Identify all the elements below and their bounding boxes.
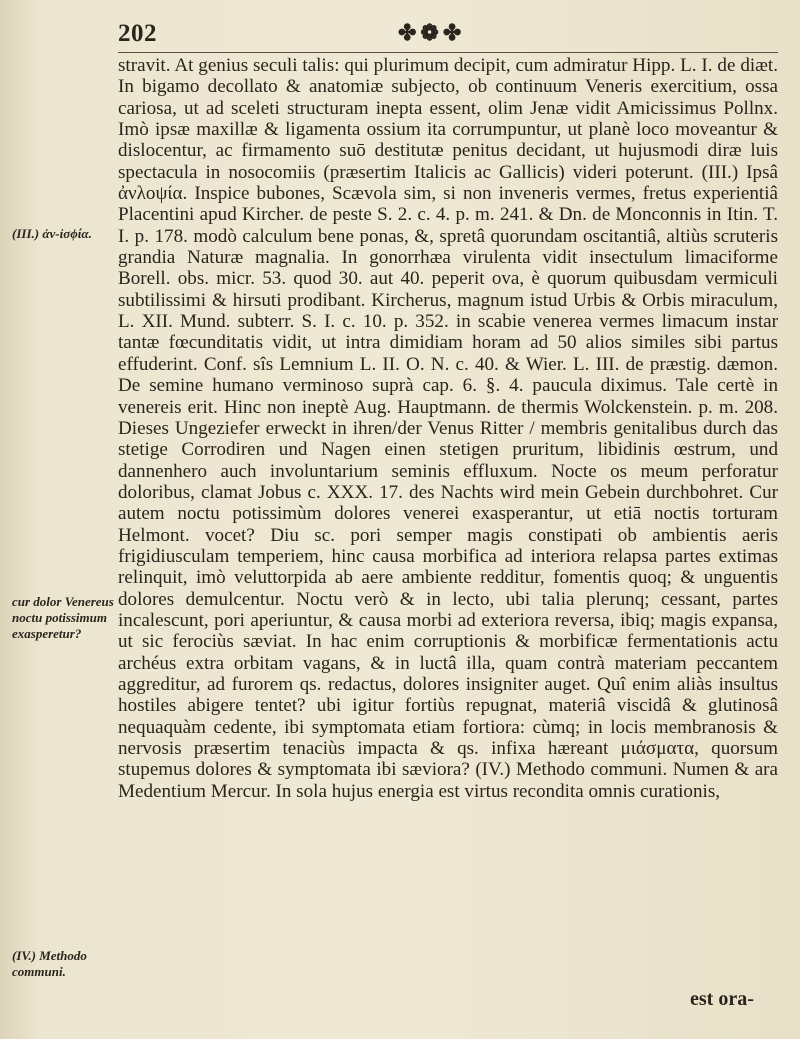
margin-note-2: cur dolor Venereus noctu potissimum exasperetur? (12, 594, 114, 641)
header-ornament: ✤❁✤ (398, 20, 466, 45)
body-paragraph: stravit. At genius seculi talis: qui plurimum decipit, cum admiratur Hipp. L. I. de diæt. In bigamo decollato & anatomiæ subjecto, ob continuum Veneris exercitium, ossa cariosa, ut ad sceleti structuram inepta essent, olim Jenæ vidit Amicissimus Pollnx. Imò ipsæ maxillæ & ligamenta ossium ita corrumpuntur, ut planè loco moveantur & dislocentur, ac firmamento suō destitutæ penitus decidant, ut hujusmodi diræ luis spectacula in nosocomiis (præsertim Italicis ac Gallicis) videri poterunt. (III.) Ipsâ ἀνλοψία. Inspice bubones, Scævola sim, si non inveneris vermes, fretus experientiâ Placentini apud Kircher. de peste S. 2. c. 4. p. m. 241. & Dn. de Monconnis in Itin. T. I. p. 178. modò calculum bene ponas, &, spretâ quorundam oscitantiâ, altiùs scruteris grandia Naturæ magnalia. In gonorrhæa virulenta vidit insectulum limaciforme Borell. obs. micr. 53. quod 30. aut 40. peperit ova, è quorum quibusdam vermiculi subtilissimi & hirsuti prodibant. Kircherus, magnum istud Urbis & Orbis miraculum, L. XII. Mund. subterr. S. I. c. 10. p. 352. in scabie venerea vermes limacum instar tantæ fœcunditatis vidit, ut intra dimidiam horam ad 50 alios similes sibi partus effuderint. Conf. sîs Lemnium L. II. O. N. c. 40. & Wier. L. III. de præstig. dæmon. De semine humano verminoso suprà cap. 6. §. 4. paucula diximus. Tale certè in venereis erit. Hinc non ineptè Aug. Hauptmann. de thermis Wolckenstein. p. m. 208. Dieses Ungeziefer erweckt in ihren/der Venus Ritter / membris genitalibus durch das stetige Corrodiren und Nagen einen stetigen pruritum, libidinis œstrum, und dannenhero auch involuntarium seminis effluxum. Nocte os meum perforatur doloribus, clamat Jobus c. XXX. 17. des Nachts wird mein Gebein durchbohret. Cur autem noctu potissimùm dolores venerei exasperantur, ut etiā noctis torturam Helmont. vocet? Diu sc. pori semper magis constipati ob ambientis aeris frigidiusculam temperiem, hinc causa morbifica ad interiora relapsa partes extimas relinquit, imò veluttorpida ab aere ambiente redditur, fomentis quoq; & unguentis dolores demulcentur. Noctu verò & in lecto, ubi talia plerunq; cessant, partes incalescunt, pori aperiuntur, & causa morbi ad exteriora reversa, ibiq; magis expansa, ut sic ferociùs sæviat. In hac enim corruptionis & morbificæ fermentationis actu archéus extra orbitam vagans, & in luctâ illa, quam contrà materiam peccantem aggreditur, ad furorem qs. redactus, dolores insigniter auget. Quî enim aliàs insultus hostiles abigere tentet? ubi igitur fortiùs repugnat, materiâ viscidâ & glutinosâ nequaquàm cedente, ibi symptomata etiam fortiora: cùmq; in locis membranosis & nervosis præsertim tenaciùs impacta & qs. infixa hæreant μιάσματα, quorsum stupemus dolores & symptomata ibi sæviora? (IV.) Methodo communi. Numen & ara Medentium Mercur. In sola hujus energia est virtus recondita omnis curationis, (118, 55, 778, 802)
margin-note-3: (IV.) Methodo communi. (12, 948, 87, 979)
page-number: 202 (118, 20, 157, 47)
main-text-block (118, 55, 778, 802)
page-header (118, 18, 778, 53)
margin-note-1: (III.) ἀν-ἰσϕία. (12, 226, 92, 241)
catchword: est ora- (690, 988, 754, 1010)
